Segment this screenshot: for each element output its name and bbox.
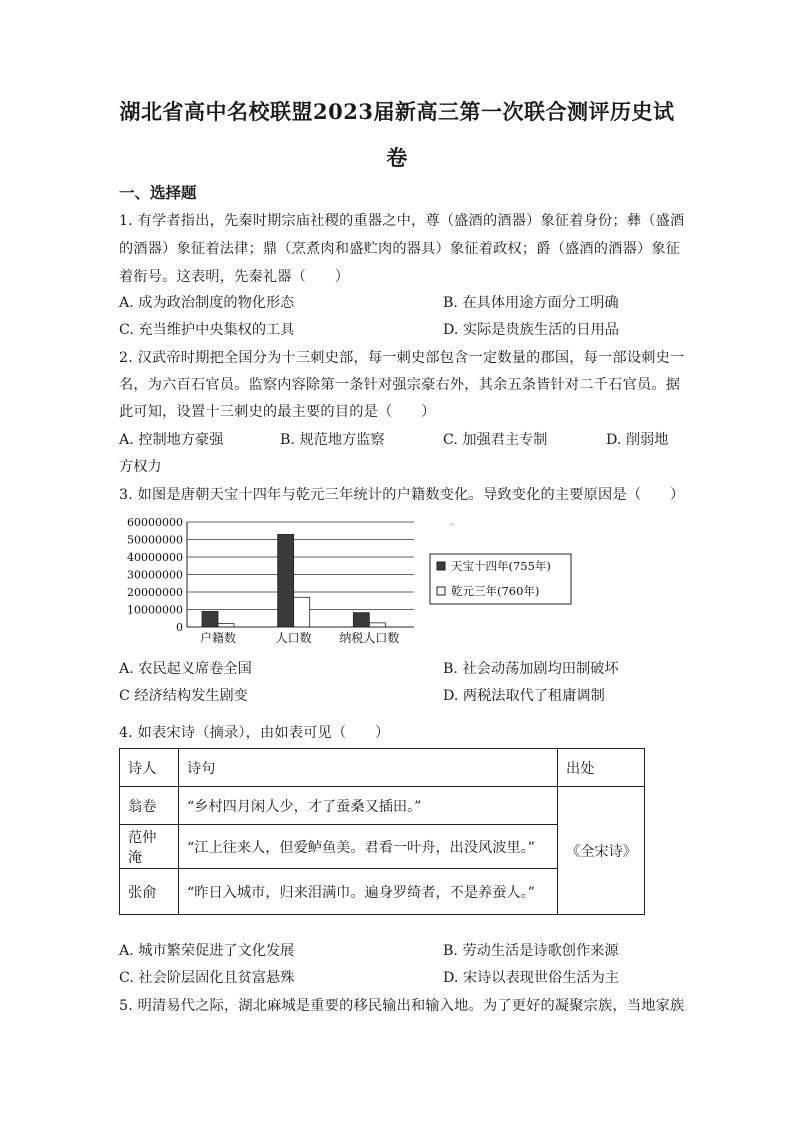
bar-760	[294, 597, 310, 627]
chart-y-ticks	[127, 516, 183, 634]
bar-755	[353, 613, 369, 627]
y-tick-label: 20000000	[127, 586, 183, 599]
section-heading: 一、选择题	[119, 183, 197, 202]
q3-option-b: B. 社会动荡加剧均田制破坏	[443, 661, 619, 677]
header-source: 出处	[558, 749, 645, 787]
legend-swatch-755	[437, 562, 445, 570]
legend-label-760: 乾元三年(760年)	[451, 584, 540, 598]
x-category-label: 纳税人口数	[339, 631, 400, 645]
q5-stem-line1: 5. 明清易代之际，湖北麻城是重要的移民输出和输入地。为了更好的凝聚宗族，当地家族	[119, 998, 685, 1014]
row2-verse: “江上往来人，但爱鲈鱼美。君看一叶舟，出没风波里。”	[179, 825, 558, 869]
legend-label-755: 天宝十四年(755年)	[451, 559, 551, 573]
q1-stem-line2: 的酒器）象征着法律；鼎（烹煮肉和盛贮肉的器具）象征着政权；爵（盛酒的酒器）象征	[119, 241, 681, 257]
q3-option-c: C 经济结构发生剧变	[119, 688, 248, 704]
source-cell: 《全宋诗》	[558, 787, 645, 915]
song-poem-table	[119, 748, 645, 915]
row2-poet: 范仲淹	[120, 825, 179, 869]
exam-title-line1: 湖北省高中名校联盟2023届新高三第一次联合测评历史试	[119, 99, 675, 124]
q2-stem-line1: 2. 汉武帝时期把全国分为十三刺史部，每一刺史部包含一定数量的郡国，每一部设刺史一	[119, 350, 685, 366]
q2-stem-line2: 名，为六百石官员。监察内容除第一条针对强宗豪右外，其余五条皆针对二千石官员。据	[119, 377, 681, 393]
q2-option-c: C. 加强君主专制	[443, 432, 548, 448]
q3-option-d: D. 两税法取代了租庸调制	[443, 688, 605, 704]
bar-755	[278, 534, 294, 627]
y-tick-label: 10000000	[127, 603, 183, 617]
bar-760	[369, 623, 385, 627]
table-header-row	[120, 749, 645, 787]
chart-bars	[202, 534, 385, 627]
q1-option-b: B. 在具体用途方面分工明确	[443, 295, 619, 311]
q1-stem-line3: 着衔号。这表明，先秦礼器（ ）	[119, 269, 350, 285]
y-tick-label: 50000000	[127, 533, 183, 547]
q4-option-a: A. 城市繁荣促进了文化发展	[119, 943, 295, 959]
x-category-label: 人口数	[275, 631, 312, 645]
row3-poet: 张俞	[120, 869, 179, 915]
bar-755	[202, 611, 218, 627]
q4-option-d: D. 宋诗以表现世俗生活为主	[443, 970, 619, 986]
legend-swatch-760	[437, 587, 445, 595]
q4-option-b: B. 劳动生活是诗歌创作来源	[443, 943, 619, 959]
row3-verse: “昨日入城市，归来泪满巾。遍身罗绮者，不是养蚕人。”	[179, 869, 558, 915]
y-tick-label: 30000000	[127, 568, 183, 582]
q1-option-a: A. 成为政治制度的物化形态	[119, 295, 295, 311]
y-tick-label: 40000000	[127, 551, 183, 564]
q2-option-d-wrap: 方权力	[119, 459, 162, 475]
header-verse: 诗句	[179, 749, 558, 787]
q3-option-a: A. 农民起义席卷全国	[119, 661, 252, 677]
scan-mark: ·	[450, 520, 454, 531]
q4-option-c: C. 社会阶层固化且贫富悬殊	[119, 970, 295, 986]
chart-gridlines	[187, 522, 414, 610]
header-poet: 诗人	[120, 749, 179, 787]
q1-option-c: C. 充当维护中央集权的工具	[119, 322, 295, 338]
q4-stem: 4. 如表宋诗（摘录），由如表可见（ ）	[119, 725, 390, 741]
chart-legend	[430, 554, 571, 604]
q3-stem: 3. 如图是唐朝天宝十四年与乾元三年统计的户籍数变化。导致变化的主要原因是（ ）	[119, 487, 685, 503]
row1-verse: “乡村四月闲人少，才了蚕桑又插田。”	[179, 787, 558, 825]
q1-stem-line1: 1. 有学者指出，先秦时期宗庙社稷的重器之中，尊（盛酒的酒器）象征着身份；彝（盛酒	[119, 213, 685, 229]
bar-760	[218, 624, 234, 627]
q1-option-d: D. 实际是贵族生活的日用品	[443, 322, 619, 338]
table-row	[120, 787, 645, 825]
x-category-label: 户籍数	[199, 631, 237, 645]
y-tick-label: 0	[176, 621, 183, 634]
q2-option-a: A. 控制地方豪强	[119, 432, 224, 448]
exam-title-line2: 卷	[386, 145, 408, 170]
q2-option-d: D. 削弱地	[606, 432, 669, 448]
q2-stem-line3: 此可知，设置十三刺史的最主要的目的是（ ）	[119, 404, 436, 420]
row1-poet: 翁卷	[120, 787, 179, 825]
q2-option-b: B. 规范地方监察	[280, 432, 385, 448]
household-bar-chart	[119, 512, 579, 652]
chart-x-labels	[200, 630, 399, 645]
y-tick-label: 60000000	[127, 516, 183, 529]
